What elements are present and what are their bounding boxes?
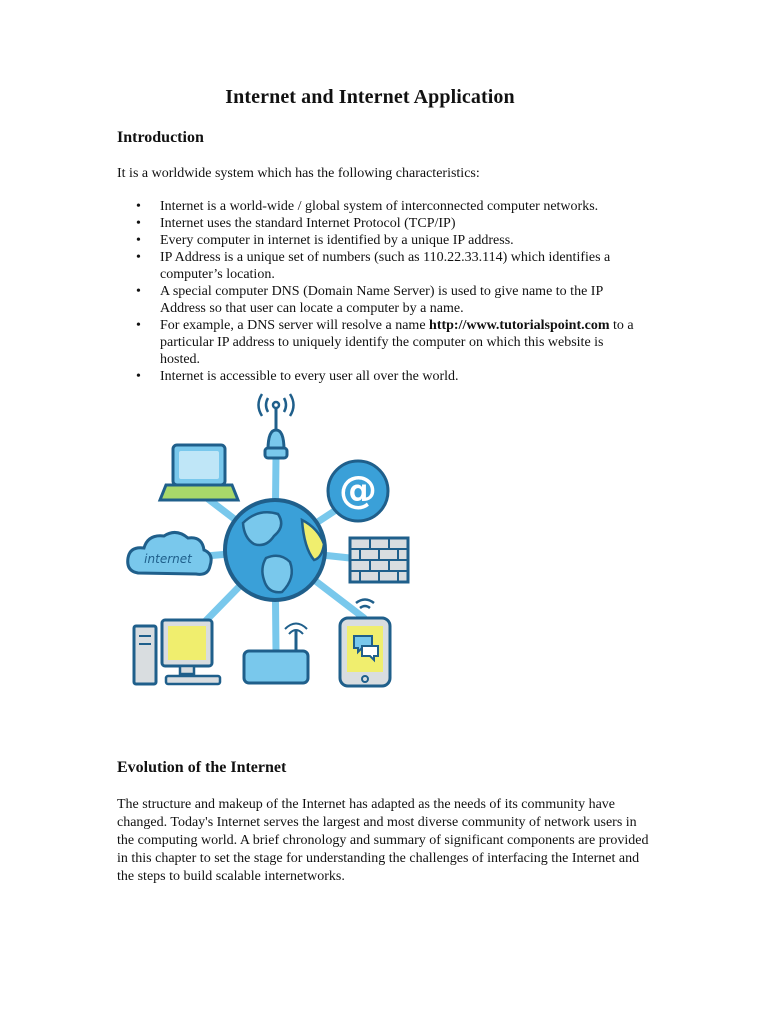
list-item: • Every computer in internet is identified by a unique IP address. bbox=[117, 232, 637, 249]
smartphone-icon bbox=[340, 600, 390, 687]
evolution-heading: Evolution of the Internet bbox=[117, 759, 287, 776]
cloud-label: internet bbox=[144, 552, 192, 566]
svg-text:@: @ bbox=[339, 468, 377, 512]
list-item-text: to a particular IP address to uniquely identify the computer on which this website is hosted. bbox=[160, 318, 634, 367]
email-at-icon bbox=[328, 461, 388, 521]
list-item: • A special computer DNS (Domain Name Server) is used to give name to the IP Address so that user can locate a computer by a name. bbox=[117, 283, 637, 317]
evolution-paragraph: The structure and makeup of the Internet has adapted as the needs of its community have changed. Today's Internet serves the largest and most diverse community of network users in the computing world. A brief chronology and summary of significant components are provided in this chapter to set the stage for understanding the challenges of interfacing the Internet and the steps to build scalable internetworks. bbox=[117, 797, 649, 884]
list-item: • Internet is accessible to every user all over the world. bbox=[117, 368, 637, 385]
list-item: • IP Address is a unique set of numbers (such as 110.22.33.114) which identifies a computer’s location. bbox=[117, 249, 637, 283]
desktop-computer-icon bbox=[134, 620, 220, 684]
characteristics-list bbox=[117, 198, 637, 385]
introduction-lead: It is a worldwide system which has the following characteristics: bbox=[117, 166, 480, 181]
laptop-icon bbox=[160, 445, 238, 500]
list-item: • Internet uses the standard Internet Protocol (TCP/IP) bbox=[117, 215, 637, 232]
page-title: Internet and Internet Application bbox=[225, 86, 515, 108]
cloud-icon bbox=[128, 532, 211, 574]
firewall-icon bbox=[350, 538, 408, 582]
list-item: • Internet is a world-wide / global system of interconnected computer networks. bbox=[117, 198, 637, 215]
internet-diagram bbox=[118, 388, 428, 698]
antenna-icon bbox=[259, 394, 294, 458]
globe-icon bbox=[225, 500, 325, 600]
list-item bbox=[117, 317, 637, 368]
internet-illustration bbox=[118, 388, 428, 698]
list-item-text: For example, a DNS server will resolve a name bbox=[160, 318, 430, 333]
example-url: http://www.tutorialspoint.com bbox=[429, 318, 610, 333]
introduction-heading: Introduction bbox=[117, 129, 204, 146]
